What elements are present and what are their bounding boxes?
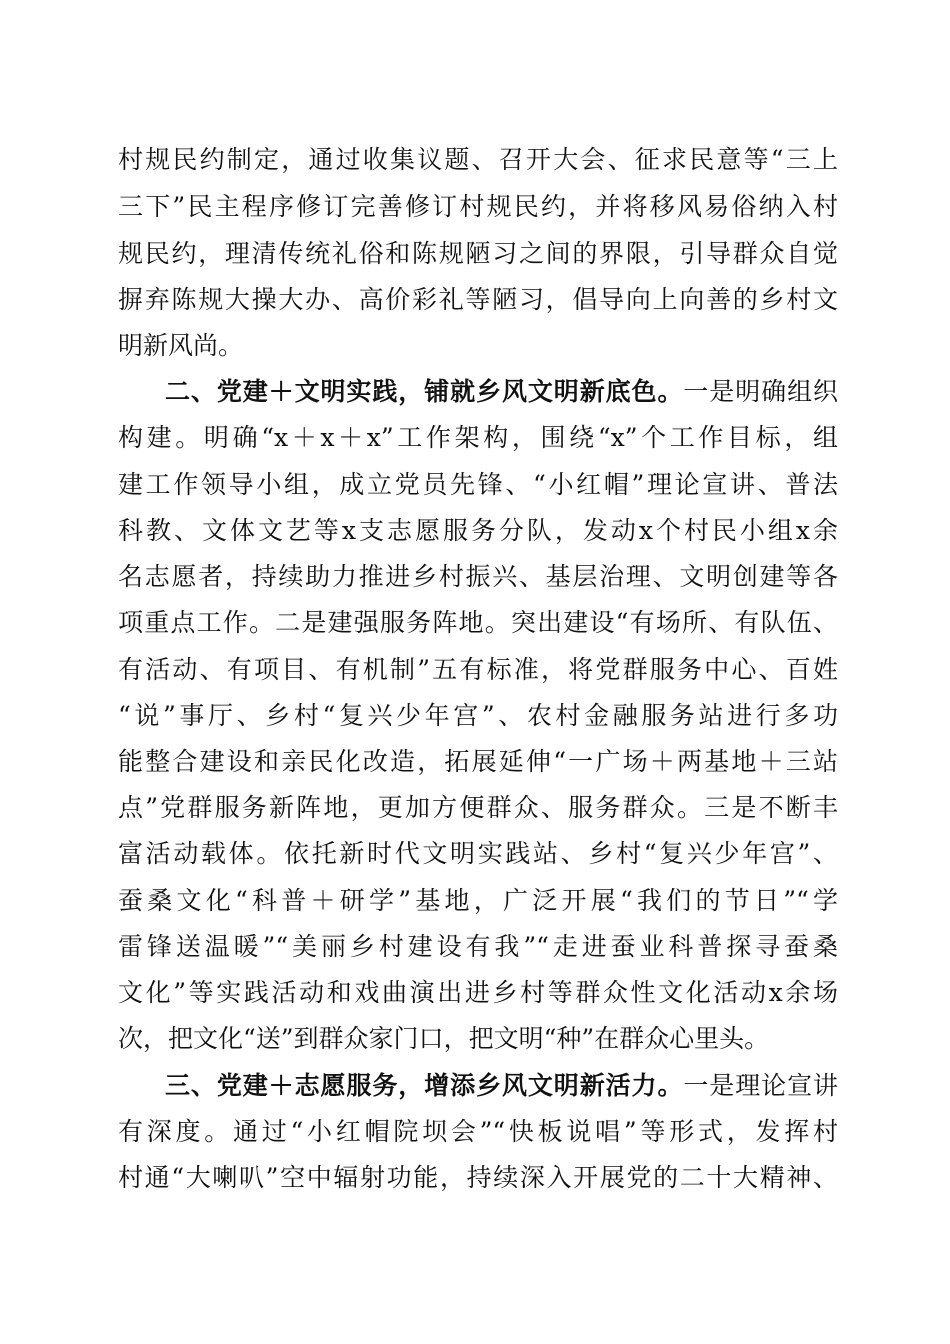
text-line: 建工作领导小组，成立党员先锋、“小红帽”理论宣讲、普法: [118, 470, 838, 499]
section-2-text: 一是明确组织: [683, 377, 838, 406]
text-line: 名志愿者，持续助力推进乡村振兴、基层治理、文明创建等各: [118, 562, 838, 591]
text-line: 文化”等实践活动和戏曲演出进乡村等群众性文化活动x余场: [118, 978, 838, 1007]
section-2-first-line: [165, 372, 838, 412]
text-line: 构建。明确“x＋x＋x”工作架构，围绕“x”个工作目标，组: [118, 423, 838, 452]
text-line: 蚕桑文化“科普＋研学”基地，广泛开展“我们的节日”“学: [118, 886, 838, 915]
text-line: 能整合建设和亲民化改造，拓展延伸“一广场＋两基地＋三站: [118, 747, 838, 776]
text-line: 村规民约制定，通过收集议题、召开大会、征求民意等“三上: [118, 145, 838, 174]
text-line: 规民约，理清传统礼俗和陈规陋习之间的界限，引导群众自觉: [118, 239, 838, 268]
text-line: 科教、文体文艺等x支志愿服务分队，发动x个村民小组x余: [118, 516, 838, 545]
section-2-heading: 二、党建＋文明实践，铺就乡风文明新底色。: [165, 377, 684, 406]
section-3-text: 一是理论宣讲: [683, 1071, 838, 1100]
text-line: 雷锋送温暖”“美丽乡村建设有我”“走进蚕业科普探寻蚕桑: [118, 932, 838, 961]
text-line: 次，把文化“送”到群众家门口，把文明“种”在群众心里头。: [118, 1024, 770, 1053]
text-line: 明新风尚。: [118, 331, 244, 360]
text-line: 点”党群服务新阵地，更加方便群众、服务群众。三是不断丰: [118, 793, 838, 822]
text-line: 摒弃陈规大操大办、高价彩礼等陋习，倡导向上向善的乡村文: [118, 285, 838, 314]
section-3-heading: 三、党建＋志愿服务，增添乡风文明新活力。: [165, 1071, 684, 1100]
text-line: 有深度。通过“小红帽院坝会”“快板说唱”等形式，发挥村: [118, 1117, 838, 1146]
text-line: 三下”民主程序修订完善修订村规民约，并将移风易俗纳入村: [118, 192, 838, 221]
text-line: 富活动载体。依托新时代文明实践站、乡村“复兴少年宫”、: [118, 839, 838, 868]
text-line: 有活动、有项目、有机制”五有标准，将党群服务中心、百姓: [118, 655, 838, 684]
text-line: 项重点工作。二是建强服务阵地。突出建设“有场所、有队伍、: [118, 608, 838, 637]
section-3-first-line: [165, 1066, 838, 1106]
text-line: 村通“大喇叭”空中辐射功能，持续深入开展党的二十大精神、: [118, 1163, 838, 1192]
text-line: “说”事厅、乡村“复兴少年宫”、农村金融服务站进行多功: [118, 701, 838, 730]
